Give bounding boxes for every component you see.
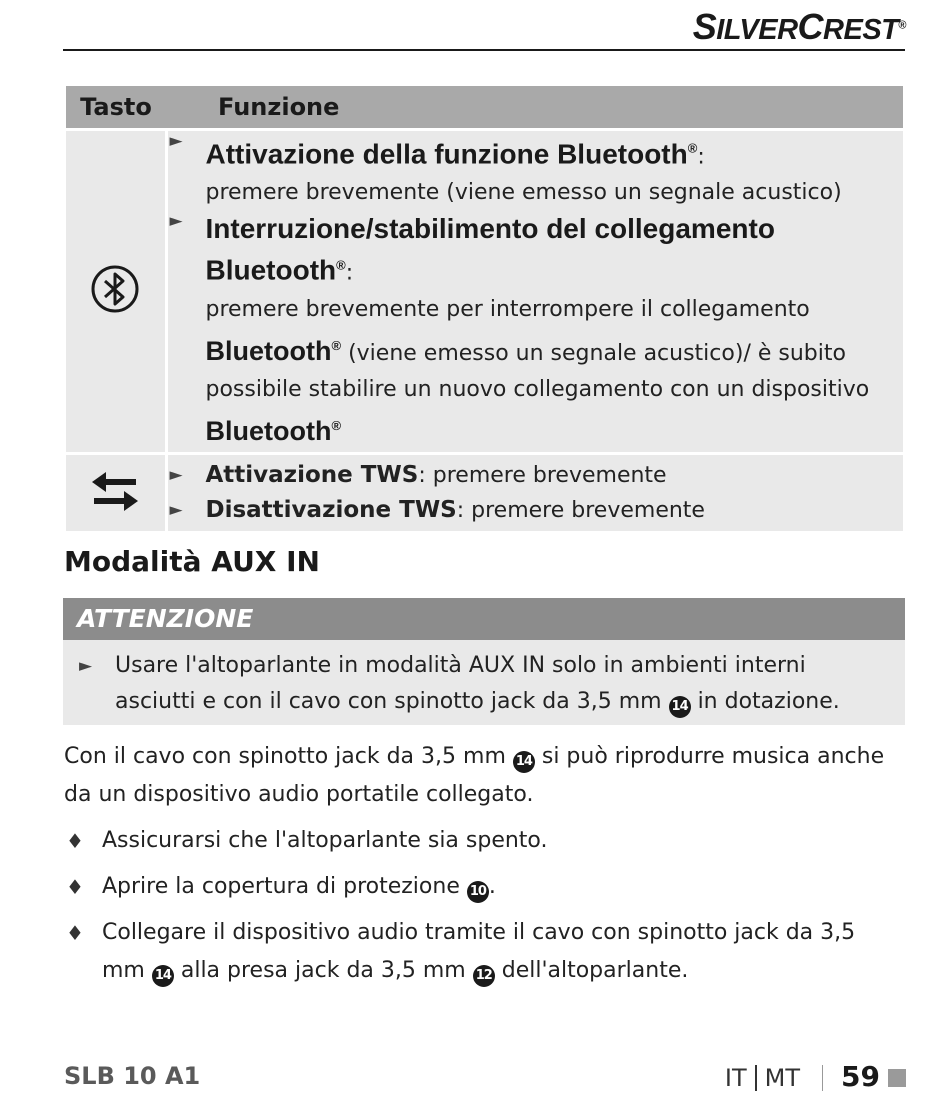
key-function-table <box>66 86 903 531</box>
bluetooth-key-cell <box>66 130 166 454</box>
warning-item: ► Usare l'altoparlante in modalità AUX IN solo in ambienti interni asciutti e con il cavo con spinotto jack da 3,5 mm 14 in dotazione. <box>77 648 891 720</box>
bluetooth-icon <box>88 262 142 316</box>
part-number-badge: 14 <box>513 751 535 773</box>
diamond-bullet-icon: ♦ <box>66 875 84 899</box>
item-text: premere brevemente (viene emesso un segnale acustico) <box>205 180 842 206</box>
bullet-arrow-icon: ► <box>169 499 183 520</box>
instruction-steps <box>64 822 904 998</box>
bullet-arrow-icon: ► <box>169 131 183 151</box>
footer-model: SLB 10 A1 <box>64 1062 201 1090</box>
footer-lang-it: IT <box>724 1064 747 1092</box>
list-item: ► Interruzione/stabilimento del collegamento Bluetooth®: premere brevemente per interrompere il collegamento Bluetooth® (viene emesso un segnale acustico)/ è subito possibile stabilire un nuovo collegamento con un dispositivo Bluetooth® <box>168 211 904 451</box>
col-header-function: Funzione <box>166 86 903 130</box>
list-item: ► Attivazione della funzione Bluetooth®: premere brevemente (viene emesso un segnale acustico) <box>168 131 904 211</box>
part-number-badge: 14 <box>669 696 691 718</box>
step-item: ♦ Aprire la copertura di protezione 10 . <box>64 868 904 906</box>
warning-box <box>63 640 905 725</box>
part-number-badge: 12 <box>473 965 495 987</box>
brand-logo: SILVERCREST® <box>692 6 906 47</box>
tws-arrows-icon <box>90 467 140 515</box>
list-item: ► Attivazione TWS: premere brevemente <box>168 458 904 493</box>
warning-title: ATTENZIONE <box>63 598 905 640</box>
table-row-tws <box>66 453 903 531</box>
part-number-badge: 14 <box>152 965 174 987</box>
step-item: ♦ Assicurarsi che l'altoparlante sia spento. <box>64 822 904 860</box>
bluetooth-function-cell <box>166 130 903 454</box>
diamond-bullet-icon: ♦ <box>66 921 84 945</box>
intro-paragraph: Con il cavo con spinotto jack da 3,5 mm 14 si può riprodurre musica anche da un dispositivo audio portatile collegato. <box>64 744 885 807</box>
footer-lang-mt: MT <box>764 1064 801 1092</box>
part-number-badge: 10 <box>467 881 489 903</box>
col-header-key: Tasto <box>66 86 166 130</box>
step-item: ♦ Collegare il dispositivo audio tramite il cavo con spinotto jack da 3,5 mm 14 alla presa jack da 3,5 mm 12 dell'altoparlante. <box>64 914 904 990</box>
page-square-icon <box>888 1069 906 1087</box>
header-rule <box>63 49 905 51</box>
section-heading: Modalità AUX IN <box>64 545 320 578</box>
footer-page-info <box>725 1060 906 1093</box>
table-row-bluetooth <box>66 130 903 454</box>
tws-function-cell <box>166 453 903 531</box>
bullet-arrow-icon: ► <box>169 464 183 485</box>
bullet-arrow-icon: ► <box>79 656 93 676</box>
page-number: 59 <box>841 1060 880 1093</box>
bullet-arrow-icon: ► <box>169 211 183 232</box>
diamond-bullet-icon: ♦ <box>66 829 84 853</box>
list-item: ► Disattivazione TWS: premere brevemente <box>168 493 904 528</box>
table-header-row <box>66 86 903 130</box>
tws-key-cell <box>66 453 166 531</box>
item-text: premere brevemente per interrompere il collegamento Bluetooth® (viene emesso un segnale acustico)/ è subito possibile stabilire un nuovo collegamento con un dispositivo Bluetooth® <box>205 296 870 446</box>
